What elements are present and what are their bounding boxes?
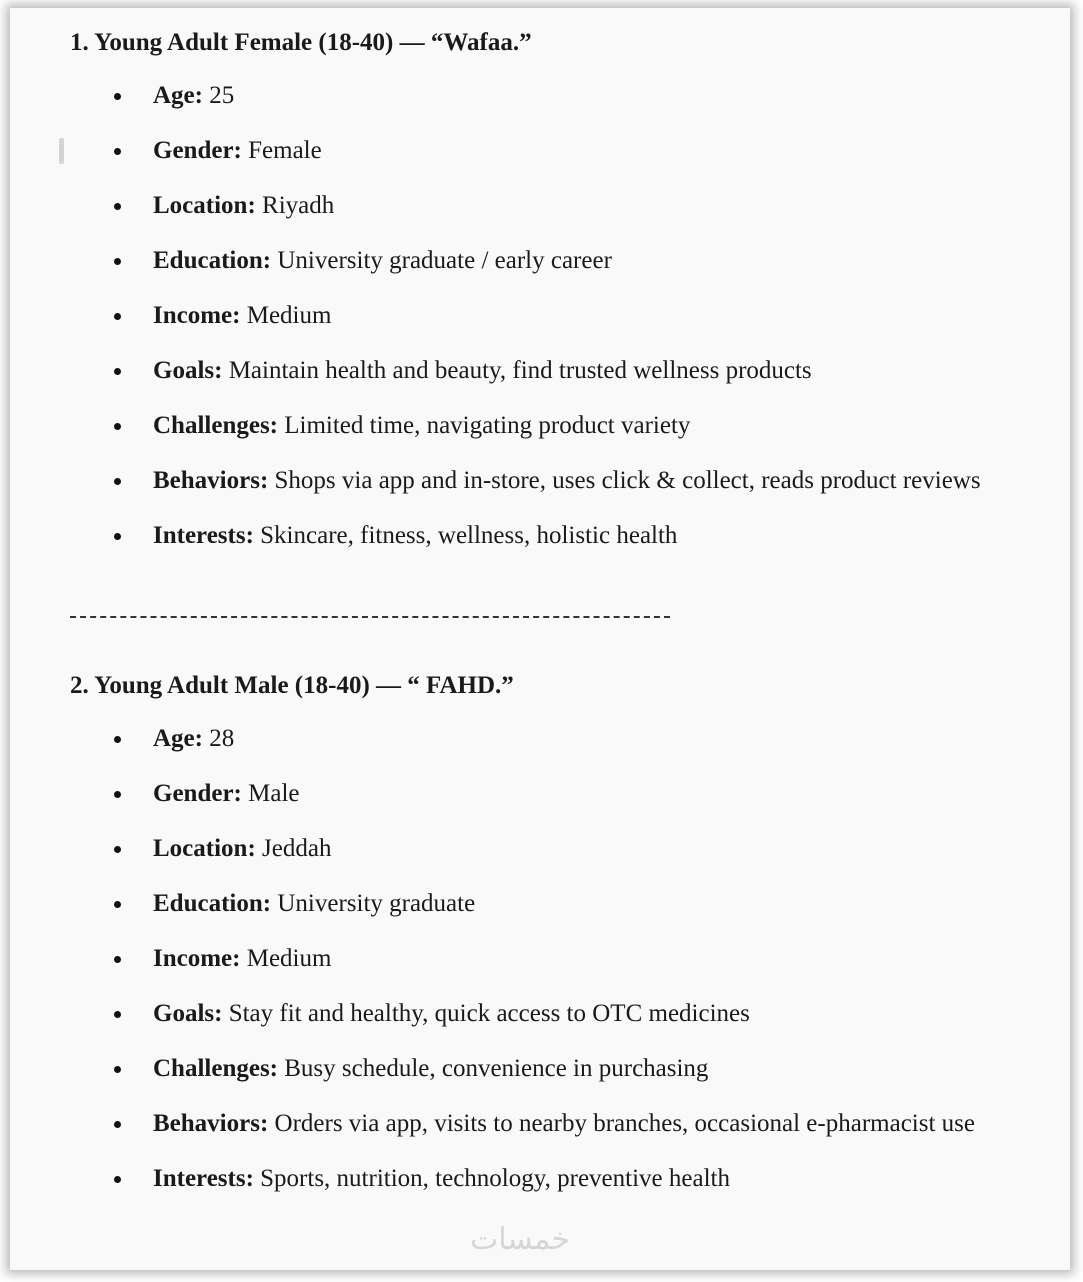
list-item — [10, 941, 1070, 977]
attribute-label: Challenges: — [153, 1055, 278, 1082]
list-item — [10, 1051, 1070, 1087]
attribute-value: Medium — [240, 945, 332, 972]
attribute-value: Stay fit and healthy, quick access to OTC medicines — [222, 1000, 750, 1027]
list-item — [10, 243, 1070, 279]
attribute-value: University graduate / early career — [271, 247, 612, 274]
attribute-value: Sports, nutrition, technology, preventive health — [253, 1165, 730, 1192]
attribute-label: Education: — [153, 247, 272, 274]
attribute-label: Location: — [153, 835, 256, 862]
attribute-label: Education: — [153, 890, 272, 917]
attribute-value: Orders via app, visits to nearby branches, occasional e-pharmacist use — [268, 1110, 975, 1137]
attribute-label: Goals: — [153, 357, 223, 384]
section-divider — [70, 616, 670, 618]
attribute-label: Location: — [153, 192, 256, 219]
list-item — [10, 408, 1070, 444]
attribute-label: Goals: — [153, 1000, 223, 1027]
attribute-label: Age: — [153, 725, 203, 752]
list-item — [10, 831, 1070, 867]
attribute-value: Busy schedule, convenience in purchasing — [278, 1055, 709, 1082]
document-page — [10, 8, 1070, 1270]
attribute-label: Challenges: — [153, 412, 278, 439]
watermark: خمسات — [470, 1222, 571, 1257]
attribute-label: Behaviors: — [153, 467, 269, 494]
list-item — [10, 518, 1070, 554]
list-item — [10, 133, 1070, 169]
list-item — [10, 298, 1070, 334]
list-item — [10, 353, 1070, 389]
persona-2-heading: 2. Young Adult Male (18-40) — “ FAHD.” — [70, 672, 514, 699]
attribute-value: Limited time, navigating product variety — [278, 412, 691, 439]
attribute-label: Gender: — [153, 780, 242, 807]
list-item — [10, 886, 1070, 922]
attribute-label: Age: — [153, 82, 203, 109]
attribute-label: Behaviors: — [153, 1110, 269, 1137]
attribute-label: Interests: — [153, 1165, 254, 1192]
persona-2-attribute-list — [10, 721, 1070, 1216]
list-item — [10, 463, 1070, 499]
attribute-value: 28 — [202, 725, 235, 752]
list-item — [10, 1161, 1070, 1197]
attribute-value: Maintain health and beauty, find trusted wellness products — [222, 357, 812, 384]
attribute-value: 25 — [202, 82, 235, 109]
attribute-label: Income: — [153, 302, 241, 329]
attribute-label: Interests: — [153, 522, 254, 549]
list-item — [10, 78, 1070, 114]
attribute-label: Gender: — [153, 137, 242, 164]
attribute-value: Riyadh — [255, 192, 335, 219]
attribute-value: Jeddah — [255, 835, 332, 862]
list-item — [10, 776, 1070, 812]
list-item — [10, 721, 1070, 757]
persona-1-heading: 1. Young Adult Female (18-40) — “Wafaa.” — [70, 29, 532, 56]
attribute-value: Female — [241, 137, 322, 164]
attribute-value: Medium — [240, 302, 332, 329]
persona-1-attribute-list — [10, 78, 1070, 573]
list-item — [10, 996, 1070, 1032]
attribute-value: Skincare, fitness, wellness, holistic health — [253, 522, 678, 549]
list-item — [10, 188, 1070, 224]
list-item — [10, 1106, 1070, 1142]
attribute-value: Shops via app and in-store, uses click & collect, reads product reviews — [268, 467, 981, 494]
attribute-value: University graduate — [271, 890, 476, 917]
attribute-label: Income: — [153, 945, 241, 972]
attribute-value: Male — [241, 780, 300, 807]
